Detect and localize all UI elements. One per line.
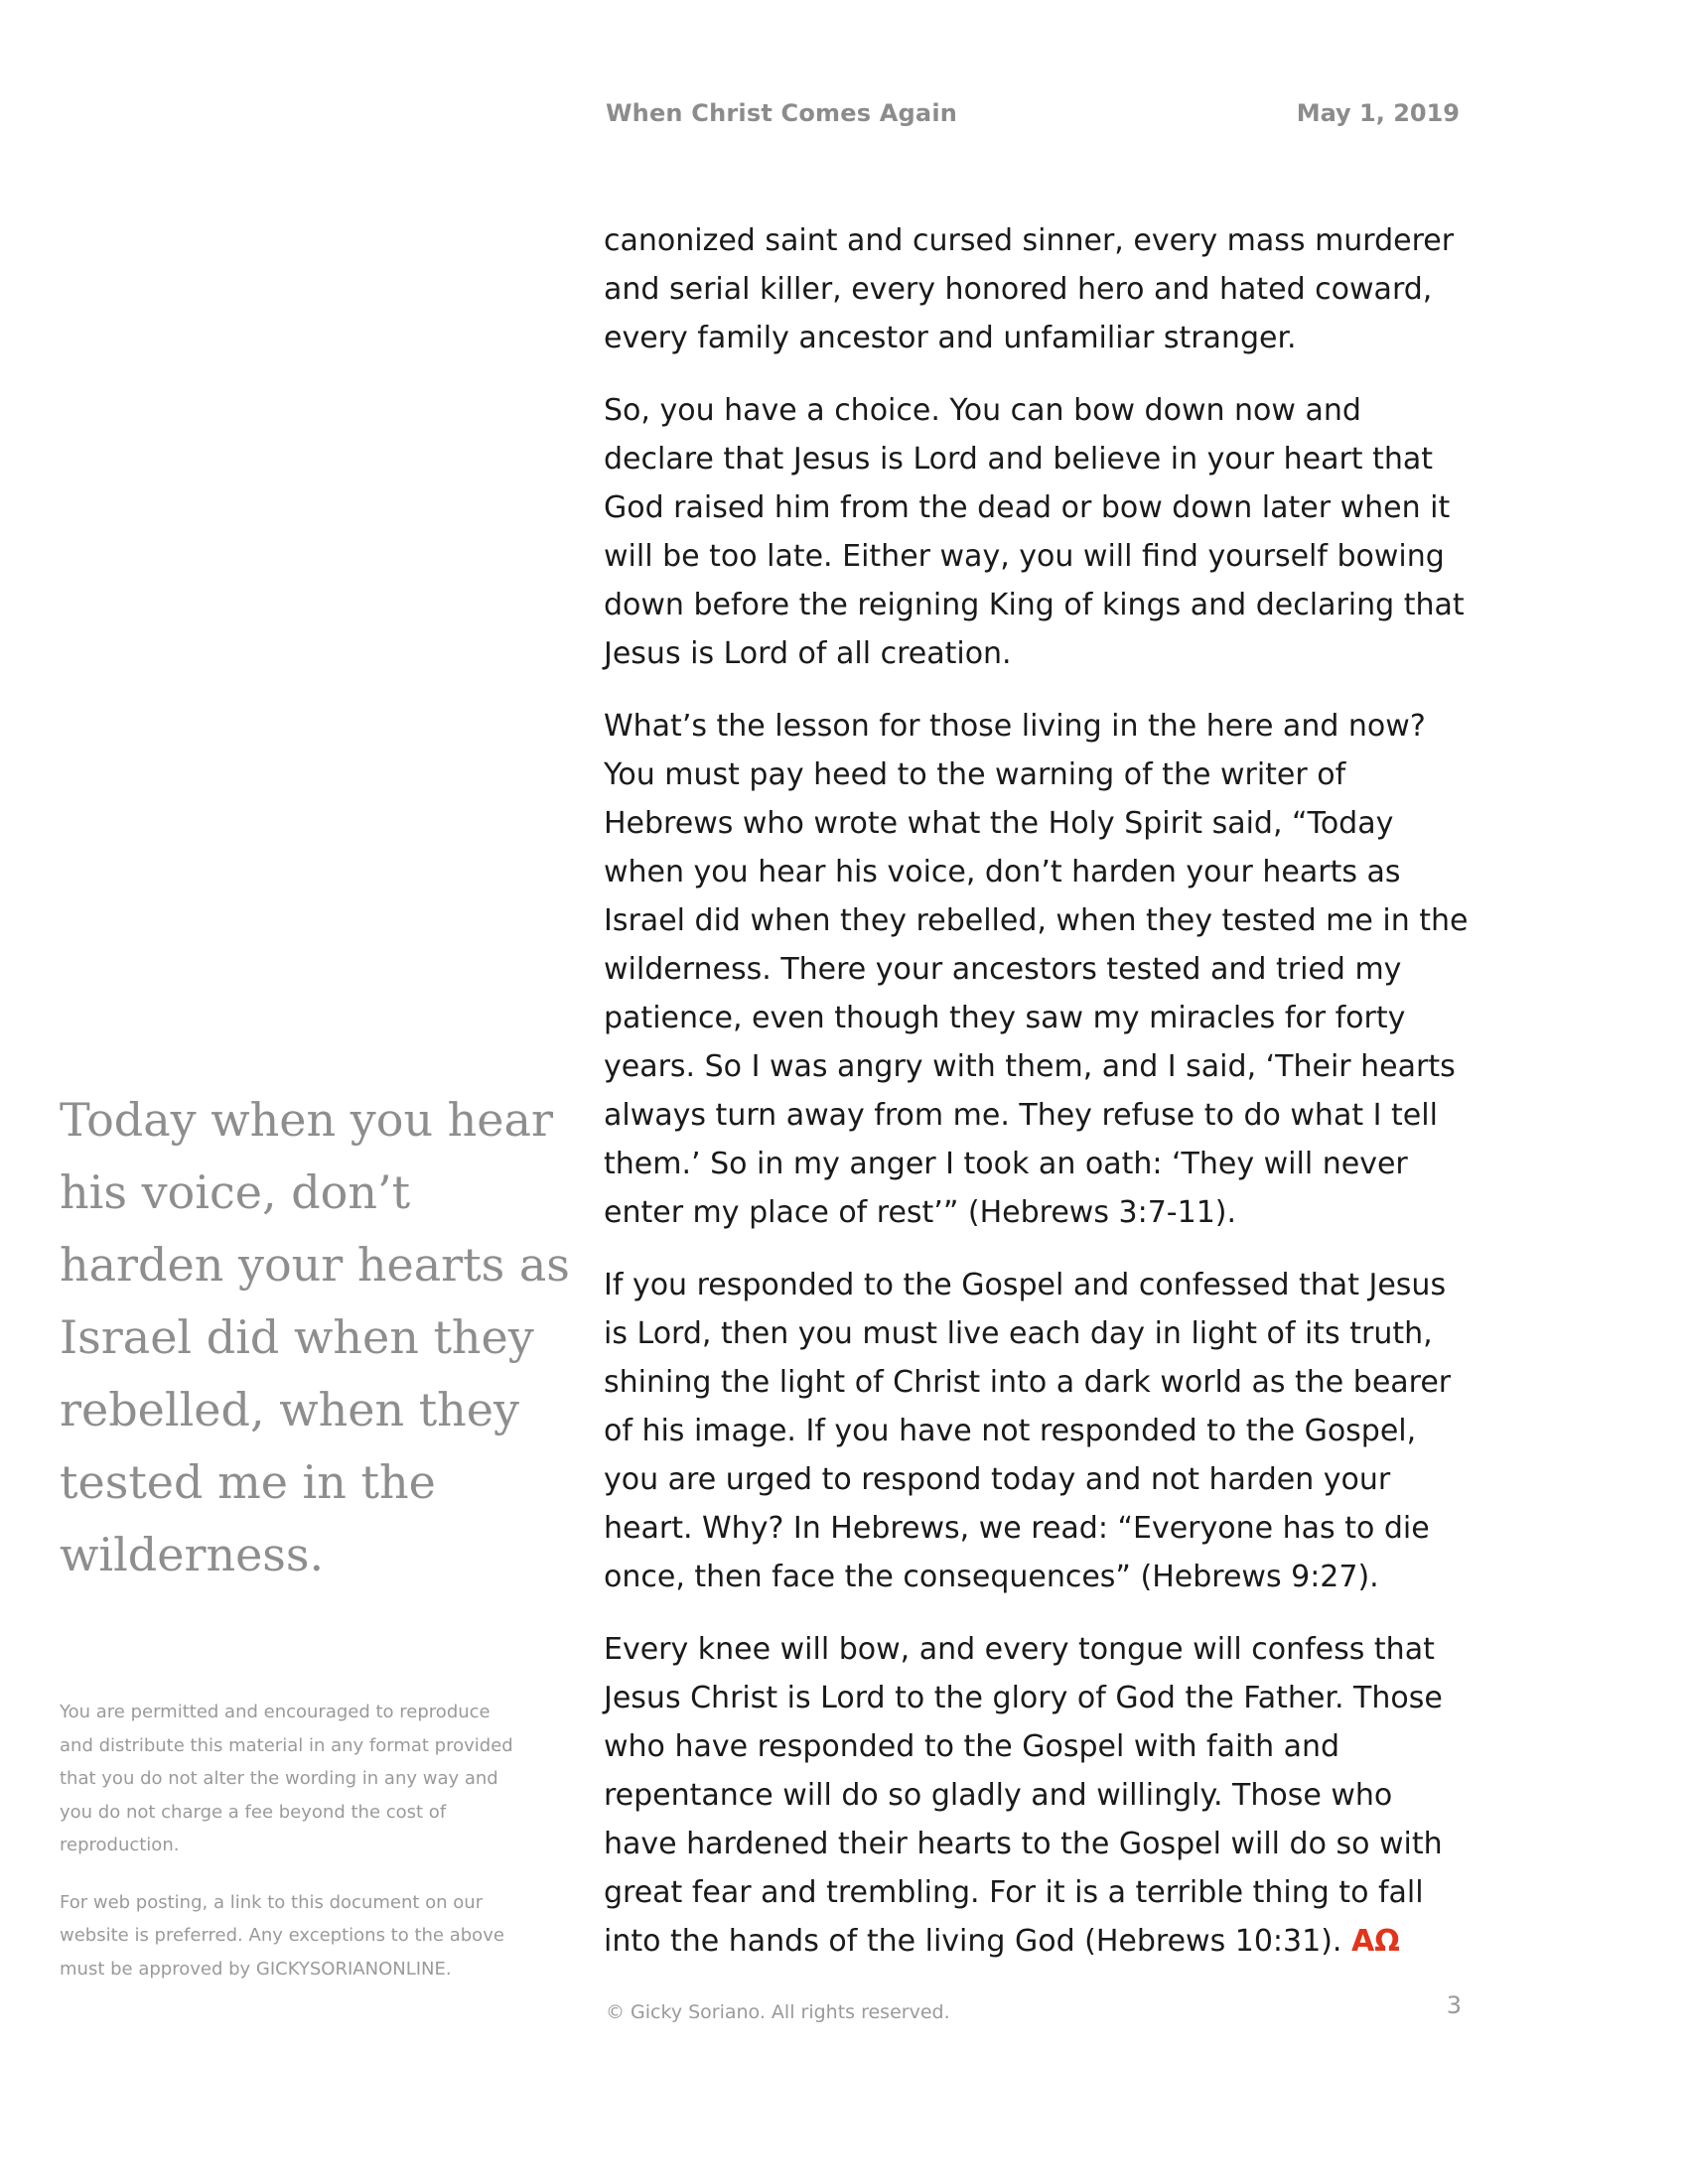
permissions-paragraph	[60, 1886, 526, 1986]
paragraph	[604, 1625, 1477, 1966]
permissions-line: you do not charge a fee beyond the cost of	[60, 1801, 447, 1823]
text-line: is Lord, then you must live each day in light of its truth,	[604, 1316, 1433, 1351]
text-line: enter my place of rest’” (Hebrews 3:7-11).	[604, 1195, 1237, 1230]
paragraph	[604, 1261, 1477, 1601]
text-line: Jesus is Lord of all creation.	[604, 636, 1012, 671]
pull-quote-line: Today when you hear	[60, 1093, 553, 1147]
permissions-paragraph	[60, 1696, 526, 1862]
body-text	[604, 216, 1477, 1989]
permissions-line: website is preferred. Any exceptions to the above	[60, 1925, 504, 1946]
pull-quote	[60, 1084, 570, 1591]
text-line: So, you have a choice. You can bow down now and	[604, 393, 1361, 428]
text-line: repentance will do so gladly and willingly. Those who	[604, 1778, 1393, 1813]
text-line: patience, even though they saw my miracles for forty	[604, 1001, 1406, 1035]
text-line: them.’ So in my anger I took an oath: ‘They will never	[604, 1147, 1408, 1181]
text-line: canonized saint and cursed sinner, every mass murderer	[604, 223, 1455, 258]
text-line: and serial killer, every honored hero and hated coward,	[604, 272, 1433, 307]
text-line: declare that Jesus is Lord and believe in your heart that	[604, 442, 1434, 477]
pull-quote-line: rebelled, when they	[60, 1383, 520, 1436]
copyright-notice: © Gicky Soriano. All rights reserved.	[606, 2001, 950, 2023]
document-title: When Christ Comes Again	[606, 99, 958, 127]
permissions-line: that you do not alter the wording in any way and	[60, 1768, 498, 1789]
pull-quote-line: wilderness.	[60, 1528, 325, 1581]
text-line: great fear and trembling. For it is a terrible thing to fall	[604, 1875, 1424, 1910]
text-line: Every knee will bow, and every tongue will confess that	[604, 1632, 1435, 1667]
text-line: years. So I was angry with them, and I said, ‘Their hearts	[604, 1049, 1456, 1084]
text-line: Hebrews who wrote what the Holy Spirit said, “Today	[604, 806, 1394, 841]
pull-quote-line: Israel did when they	[60, 1310, 534, 1364]
page-number: 3	[1446, 1991, 1462, 2019]
text-line: will be too late. Either way, you will find yourself bowing	[604, 539, 1445, 574]
text-line: down before the reigning King of kings and declaring that	[604, 588, 1465, 622]
text-line: If you responded to the Gospel and confessed that Jesus	[604, 1268, 1447, 1302]
permissions-line: You are permitted and encouraged to reproduce	[60, 1702, 491, 1722]
end-mark: ΑΩ	[1350, 1924, 1400, 1959]
text-line: Jesus Christ is Lord to the glory of God the Father. Those	[604, 1681, 1443, 1715]
text-line: when you hear his voice, don’t harden your hearts as	[604, 855, 1401, 889]
permissions-line: For web posting, a link to this document on our	[60, 1891, 484, 1913]
text-line: Israel did when they rebelled, when they tested me in the	[604, 903, 1469, 938]
text-line: wilderness. There your ancestors tested and tried my	[604, 952, 1402, 987]
paragraph	[604, 702, 1477, 1237]
paragraph	[604, 386, 1477, 678]
text-line: have hardened their hearts to the Gospel will do so with	[604, 1827, 1443, 1861]
text-line: you are urged to respond today and not harden your	[604, 1462, 1391, 1497]
text-line	[604, 1917, 1477, 1966]
permissions-line: must be approved by GICKYSORIANONLINE.	[60, 1958, 452, 1979]
text-line: every family ancestor and unfamiliar stranger.	[604, 321, 1297, 355]
pull-quote-line: tested me in the	[60, 1455, 436, 1509]
permissions-line: reproduction.	[60, 1835, 180, 1855]
text-line: always turn away from me. They refuse to do what I tell	[604, 1098, 1438, 1133]
text-line: who have responded to the Gospel with faith and	[604, 1729, 1340, 1764]
text-line: of his image. If you have not responded to the Gospel,	[604, 1414, 1417, 1448]
text-line: shining the light of Christ into a dark world as the bearer	[604, 1365, 1452, 1400]
text-line: What’s the lesson for those living in the here and now?	[604, 709, 1426, 744]
text-line-content: into the hands of the living God (Hebrews 10:31).	[604, 1924, 1342, 1959]
text-line: heart. Why? In Hebrews, we read: “Everyone has to die	[604, 1511, 1430, 1546]
document-date: May 1, 2019	[1296, 99, 1460, 127]
pull-quote-line: his voice, don’t	[60, 1165, 411, 1219]
text-line: once, then face the consequences” (Hebrews 9:27).	[604, 1560, 1379, 1594]
paragraph	[604, 216, 1477, 362]
text-line: God raised him from the dead or bow down later when it	[604, 490, 1451, 525]
permissions-notice	[60, 1696, 526, 2009]
pull-quote-line: harden your hearts as	[60, 1238, 570, 1292]
text-line: You must pay heed to the warning of the writer of	[604, 757, 1346, 792]
permissions-line: and distribute this material in any format provided	[60, 1734, 513, 1756]
